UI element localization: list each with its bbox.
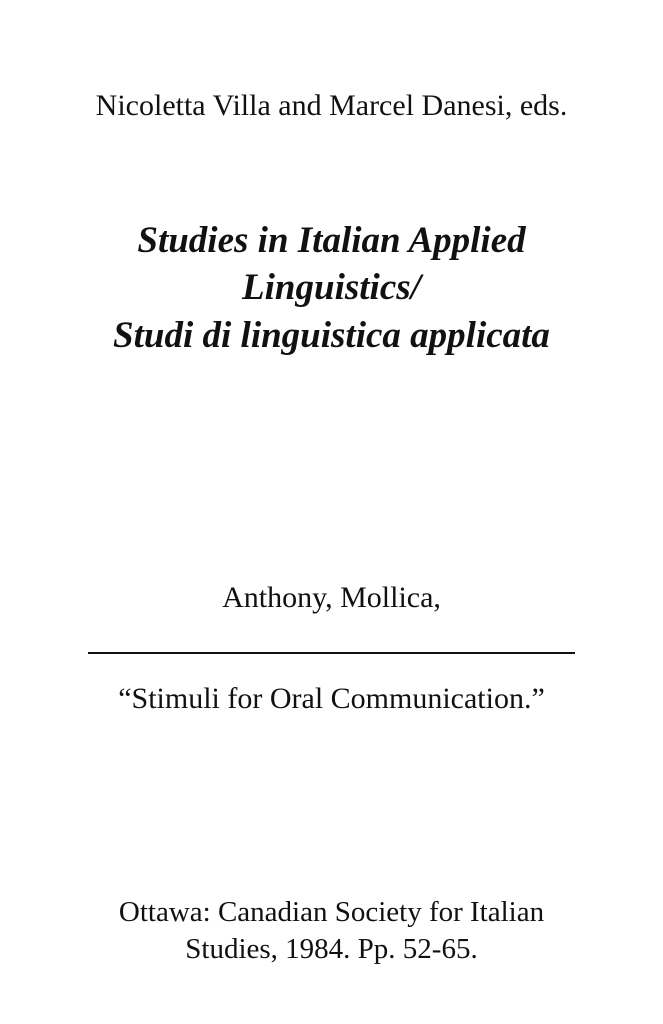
chapter-title: “Stimuli for Oral Communication.”	[118, 682, 545, 715]
book-title-line-3: Studi di linguistica applicata	[113, 315, 550, 356]
publication-line-2: Studies, 1984. Pp. 52-65.	[185, 933, 478, 965]
editors-line: Nicoletta Villa and Marcel Danesi, eds.	[95, 89, 568, 122]
divider-rule	[88, 652, 575, 654]
author-line: Anthony, Mollica,	[222, 581, 441, 614]
publication-line-1: Ottawa: Canadian Society for Italian	[118, 896, 545, 928]
book-title-line-1: Studies in Italian Applied	[137, 220, 526, 261]
book-title-line-2: Linguistics/	[242, 267, 421, 308]
